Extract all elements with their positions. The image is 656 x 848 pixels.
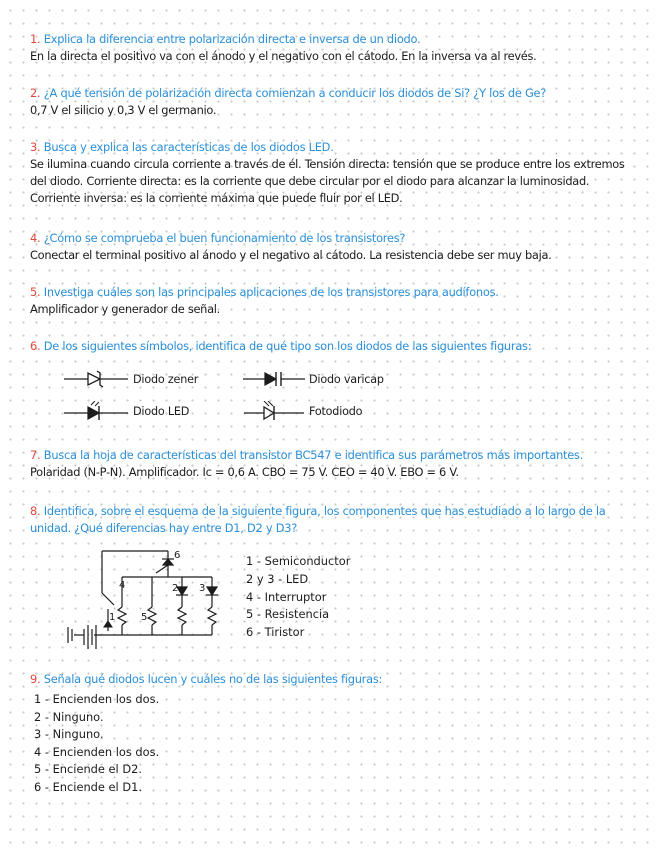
answer-7: Polaridad (N-P-N). Amplificador. Ic = 0,6 A. CBO = 75 V. CEO = 40 V. EBO = 6 V. [30,465,459,479]
legend-item: 4 - Interruptor [246,589,327,604]
circuit-label-5: 5 [141,612,148,623]
question-8 [30,503,642,537]
question-2 [30,85,642,102]
question-number: 9. [30,672,41,686]
answer-5: Amplificador y generador de señal. [30,302,220,316]
list-item: 1 - Encienden los dos. [34,692,160,706]
question-number: 7. [30,448,41,462]
label-led: Diodo LED [133,405,190,418]
circuit-label-3: 3 [199,583,206,594]
answer-1: En la directa el positivo va con el ánodo y el negativo con el cátodo. En la inversa va al revés. [30,49,537,63]
question-number: 5. [30,285,41,299]
question-text: ¿Cómo se comprueba el buen funcionamiento de los transistores? [43,231,406,245]
list-item: 4 - Encienden los dos. [34,744,160,759]
label-photodiode: Fotodiodo [309,405,363,418]
circuit-label-1: 1 [109,612,116,623]
question-number: 8. [30,504,41,518]
question-text: Busca la hoja de características del transistor BC547 e identifica sus parámetros más importantes. [43,448,584,462]
question-text: Investiga cuáles son las principales aplicaciones de los transistores para audífonos. [43,285,499,299]
photodiode-icon [244,401,306,423]
zener-diode-icon [64,370,130,388]
question-text: Señala qué diodos lucen y cuáles no de las siguientes figuras: [43,672,383,686]
question-number: 4. [30,231,41,245]
question-9 [30,671,642,688]
varicap-diode-icon [243,370,307,388]
question-number: 3. [30,140,41,154]
list-item: 5 - Enciende el D2. [34,762,142,776]
question-6 [30,338,642,355]
legend-item: 6 - Tiristor [246,625,305,640]
label-varicap: Diodo varicap [309,373,384,386]
legend-item: 5 - Resistencia [246,607,330,622]
question-4 [30,230,642,247]
question-5 [30,284,642,301]
answer-4: Conectar el terminal positivo al ánodo y el negativo al cátodo. La resistencia debe ser muy baja. [30,248,552,262]
circuit-label-6: 6 [174,550,181,561]
legend-item: 2 y 3 - LED [246,571,309,586]
led-diode-icon [64,401,130,423]
question-text: De los siguientes símbolos, identifica de qué tipo son los diodos de las siguientes figuras: [43,339,532,353]
circuit-label-4: 4 [119,580,126,591]
list-item: 2 - Ninguno. [34,709,104,724]
question-number: 2. [30,86,41,100]
question-text: Explica la diferencia entre polarización directa e inversa de un diodo. [43,32,421,46]
answer-2: 0,7 V el silicio y 0,3 V el germanio. [30,103,217,117]
question-1 [30,31,642,48]
question-3 [30,139,642,156]
legend-item: 1 - Semiconductor [246,554,351,568]
answer-3: Se ilumina cuando circula corriente a través de él. Tensión directa: tensión que se produce entre los extremos del diodo. Corriente directa: es la corriente que debe circular por el diodo para alcanzar la luminosidad. Corriente inversa: es la corriente máxima que puede fluir por el LED. [30,157,625,205]
question-text: ¿A qué tensión de polarización directa comienzan a conducir los diodos de Si? ¿Y los de Ge? [43,86,547,100]
list-item: 3 - Ninguno. [34,727,104,741]
question-number: 1. [30,32,41,46]
circuit-diagram [64,543,224,655]
question-text: Busca y explica las características de los diodos LED. [43,140,334,154]
circuit-label-2: 2 [172,583,179,594]
circuit-legend [246,553,350,642]
question-text: Identifica, sobre el esquema de la siguiente figura, los componentes que has estudiado a lo largo de la unidad. ¿Qué diferencias hay entre D1, D2 y D3? [30,504,606,535]
question-number: 6. [30,339,41,353]
list-item: 6 - Enciende el D1. [34,779,142,794]
answer-9-list [34,691,159,796]
question-7 [30,447,642,464]
label-zener: Diodo zener [133,373,199,386]
